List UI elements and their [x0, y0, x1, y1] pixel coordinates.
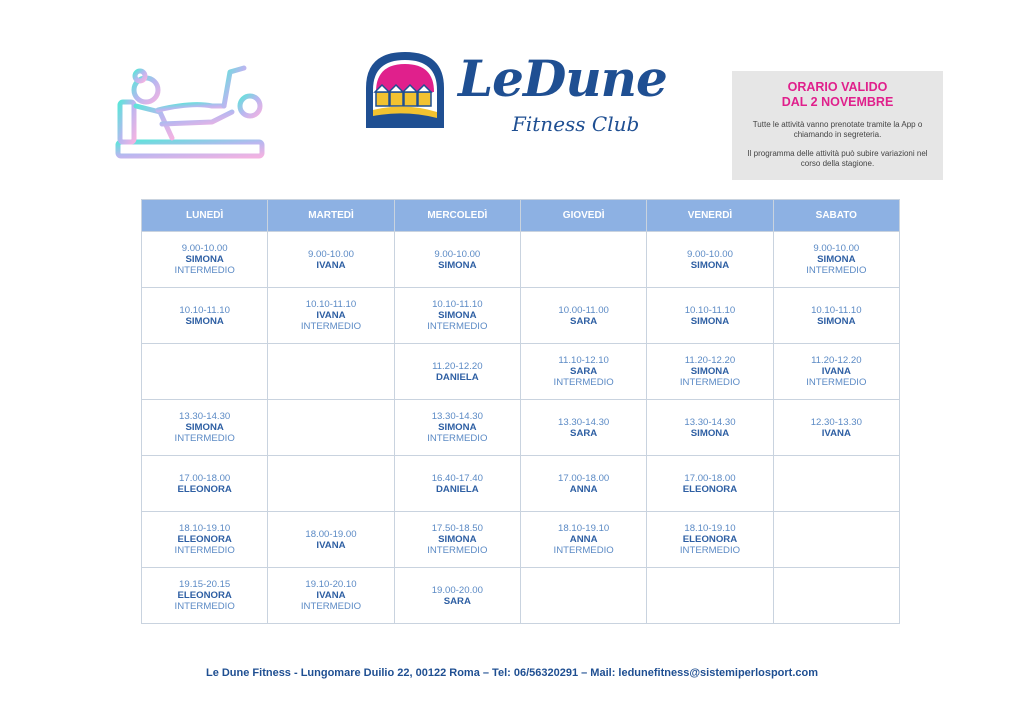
class-time: 10.10-11.10 — [432, 299, 483, 310]
class-slot — [395, 361, 520, 383]
schedule-cell — [773, 456, 899, 512]
class-level: INTERMEDIO — [174, 265, 235, 276]
class-level: INTERMEDIO — [300, 321, 362, 332]
class-slot — [268, 579, 393, 612]
class-slot — [142, 523, 267, 556]
class-instructor: SIMONA — [817, 315, 856, 327]
class-time: 11.20-12.20 — [432, 360, 483, 372]
class-level: INTERMEDIO — [427, 545, 488, 556]
class-instructor: ELEONORA — [682, 534, 738, 545]
class-slot — [647, 305, 772, 327]
class-instructor: SIMONA — [438, 534, 477, 545]
class-time: 18.10-19.10 — [558, 523, 610, 534]
class-instructor: SIMONA — [438, 259, 477, 271]
class-slot — [647, 249, 772, 271]
brand-name: LeDune — [458, 49, 667, 108]
schedule-cell — [142, 288, 268, 344]
day-header: MERCOLEDÌ — [394, 200, 520, 232]
class-time: 13.30-14.30 — [684, 416, 736, 428]
class-level: INTERMEDIO — [553, 545, 614, 556]
class-level: INTERMEDIO — [300, 601, 362, 612]
day-header: GIOVEDÌ — [520, 200, 646, 232]
class-slot — [268, 529, 393, 551]
class-level: INTERMEDIO — [174, 433, 235, 444]
class-time: 9.00-10.00 — [434, 248, 481, 260]
schedule-cell — [520, 568, 646, 624]
class-level: INTERMEDIO — [806, 377, 867, 388]
class-slot — [142, 305, 267, 327]
schedule-cell — [142, 512, 268, 568]
class-instructor: ELEONORA — [177, 534, 232, 545]
schedule-cell — [773, 568, 899, 624]
schedule-cell — [773, 232, 899, 288]
class-slot — [521, 473, 646, 495]
class-instructor: SIMONA — [185, 422, 224, 433]
class-time: 19.00-20.00 — [431, 584, 483, 596]
class-instructor: DANIELA — [436, 483, 479, 495]
schedule-cell — [268, 400, 394, 456]
schedule-cell — [394, 456, 520, 512]
schedule-cell — [142, 568, 268, 624]
schedule-cell — [142, 400, 268, 456]
schedule-cell — [142, 232, 268, 288]
class-time: 17.00-18.00 — [179, 472, 231, 484]
class-instructor: IVANA — [316, 539, 346, 551]
schedule-row — [142, 232, 900, 288]
schedule-row — [142, 568, 900, 624]
schedule-cell — [394, 288, 520, 344]
schedule-cell — [520, 288, 646, 344]
schedule-cell — [647, 344, 773, 400]
reformer-pilates-icon — [112, 62, 268, 186]
class-time: 13.30-14.30 — [179, 411, 231, 422]
schedule-cell — [394, 344, 520, 400]
schedule-cell — [142, 344, 268, 400]
schedule-cell — [647, 568, 773, 624]
class-instructor: SIMONA — [185, 315, 224, 327]
class-slot — [521, 523, 646, 556]
schedule-row — [142, 400, 900, 456]
class-level: INTERMEDIO — [427, 321, 488, 332]
schedule-row — [142, 456, 900, 512]
class-time: 16.40-17.40 — [431, 472, 483, 484]
class-instructor: ELEONORA — [682, 483, 738, 495]
class-time: 17.50-18.50 — [431, 523, 483, 534]
contact-footer: Le Dune Fitness - Lungomare Duilio 22, 00122 Roma – Tel: 06/56320291 – Mail: ledunefitness@sistemiperlosport.com — [205, 667, 819, 679]
class-time: 10.00-11.00 — [558, 304, 609, 316]
class-slot — [395, 473, 520, 495]
schedule-cell — [773, 288, 899, 344]
class-instructor: SIMONA — [817, 254, 856, 265]
class-time: 10.10-11.10 — [811, 304, 862, 316]
class-level: INTERMEDIO — [427, 433, 488, 444]
class-time: 18.00-19.00 — [305, 528, 357, 540]
class-time: 9.00-10.00 — [687, 248, 733, 260]
class-time: 18.10-19.10 — [684, 523, 736, 534]
class-instructor: SIMONA — [185, 254, 224, 265]
schedule-cell — [520, 400, 646, 456]
day-header: VENERDÌ — [647, 200, 773, 232]
brand-logo — [362, 48, 667, 148]
class-instructor: SARA — [570, 315, 598, 327]
day-header: MARTEDÌ — [268, 200, 394, 232]
class-slot — [521, 305, 646, 327]
class-instructor: IVANA — [316, 590, 346, 601]
class-instructor: SIMONA — [690, 366, 730, 377]
class-slot — [647, 417, 772, 439]
class-time: 10.10-11.10 — [305, 299, 357, 310]
schedule-cell — [647, 400, 773, 456]
class-time: 13.30-14.30 — [431, 411, 483, 422]
schedule-cell — [394, 512, 520, 568]
class-slot — [395, 411, 520, 444]
class-instructor: SARA — [570, 427, 598, 439]
class-instructor: SARA — [443, 595, 471, 607]
class-time: 17.00-18.00 — [684, 472, 736, 484]
schedule-cell — [647, 288, 773, 344]
schedule-cell — [773, 400, 899, 456]
validity-notice — [732, 71, 943, 180]
class-slot — [268, 249, 393, 271]
class-time: 10.10-11.10 — [179, 304, 230, 316]
schedule-cell — [520, 512, 646, 568]
booking-note: Tutte le attività vanno prenotate tramite la App o chiamando in segreteria. — [752, 120, 923, 139]
class-time: 11.20-12.20 — [811, 355, 862, 366]
class-instructor: IVANA — [821, 427, 851, 439]
class-slot — [142, 473, 267, 495]
class-slot — [774, 243, 899, 276]
class-slot — [647, 355, 772, 388]
schedule-cell — [394, 232, 520, 288]
class-level: INTERMEDIO — [174, 545, 235, 556]
class-time: 13.30-14.30 — [558, 416, 610, 428]
class-instructor: ELEONORA — [177, 590, 232, 601]
class-time: 10.10-11.10 — [684, 304, 736, 316]
class-slot — [774, 305, 899, 327]
class-level: INTERMEDIO — [679, 377, 741, 388]
class-time: 9.00-10.00 — [813, 243, 860, 254]
class-time: 9.00-10.00 — [308, 248, 354, 260]
class-time: 11.10-12.10 — [558, 355, 609, 366]
class-slot — [395, 299, 520, 332]
schedule-cell — [520, 344, 646, 400]
class-slot — [395, 523, 520, 556]
class-level: INTERMEDIO — [679, 545, 741, 556]
schedule-cell — [520, 456, 646, 512]
class-slot — [395, 249, 520, 271]
schedule-cell — [394, 400, 520, 456]
schedule-cell — [268, 288, 394, 344]
class-slot — [521, 417, 646, 439]
brand-subtitle: Fitness Club — [512, 112, 640, 136]
class-time: 9.00-10.00 — [181, 243, 228, 254]
schedule-row — [142, 512, 900, 568]
class-slot — [521, 355, 646, 388]
notice-title: ORARIO VALIDO DAL 2 NOVEMBRE — [781, 80, 894, 109]
class-slot — [142, 243, 267, 276]
class-level: INTERMEDIO — [174, 601, 235, 612]
class-slot — [142, 411, 267, 444]
notice-text — [740, 120, 935, 169]
class-time: 19.10-20.10 — [305, 579, 357, 590]
class-instructor: SARA — [570, 366, 598, 377]
class-level: INTERMEDIO — [553, 377, 614, 388]
class-time: 19.15-20.15 — [179, 579, 231, 590]
schedule-cell — [268, 512, 394, 568]
class-slot — [774, 355, 899, 388]
class-time: 17.00-18.00 — [558, 472, 610, 484]
class-slot — [647, 473, 772, 495]
schedule-cell — [773, 344, 899, 400]
class-slot — [647, 523, 772, 556]
class-instructor: SIMONA — [438, 310, 477, 321]
weekly-schedule-table — [141, 199, 900, 624]
class-slot — [395, 585, 520, 607]
day-header: SABATO — [773, 200, 899, 232]
class-time: 11.20-12.20 — [684, 355, 736, 366]
class-instructor: SIMONA — [438, 422, 477, 433]
class-instructor: IVANA — [316, 310, 346, 321]
schedule-row — [142, 288, 900, 344]
day-header-row — [142, 200, 900, 232]
dune-houses-icon — [362, 48, 448, 132]
class-instructor: DANIELA — [436, 371, 479, 383]
schedule-cell — [647, 512, 773, 568]
class-instructor: ELEONORA — [177, 483, 232, 495]
class-slot — [268, 299, 393, 332]
day-header: LUNEDÌ — [142, 200, 268, 232]
schedule-cell — [773, 512, 899, 568]
class-instructor: IVANA — [316, 259, 346, 271]
schedule-cell — [268, 456, 394, 512]
class-instructor: IVANA — [821, 366, 851, 377]
class-time: 12.30-13.30 — [810, 416, 862, 428]
schedule-cell — [268, 232, 394, 288]
class-instructor: SIMONA — [690, 427, 730, 439]
class-instructor: SIMONA — [690, 259, 730, 271]
variation-note: Il programma delle attività può subire variazioni nel corso della stagione. — [747, 149, 928, 168]
class-level: INTERMEDIO — [806, 265, 867, 276]
schedule-cell — [647, 456, 773, 512]
schedule-cell — [394, 568, 520, 624]
class-time: 18.10-19.10 — [179, 523, 231, 534]
class-instructor: ANNA — [569, 534, 598, 545]
schedule-cell — [142, 456, 268, 512]
schedule-row — [142, 344, 900, 400]
schedule-cell — [268, 568, 394, 624]
class-instructor: SIMONA — [690, 315, 730, 327]
schedule-cell — [268, 344, 394, 400]
schedule-cell — [520, 232, 646, 288]
schedule-cell — [647, 232, 773, 288]
class-instructor: ANNA — [569, 483, 598, 495]
class-slot — [774, 417, 899, 439]
class-slot — [142, 579, 267, 612]
